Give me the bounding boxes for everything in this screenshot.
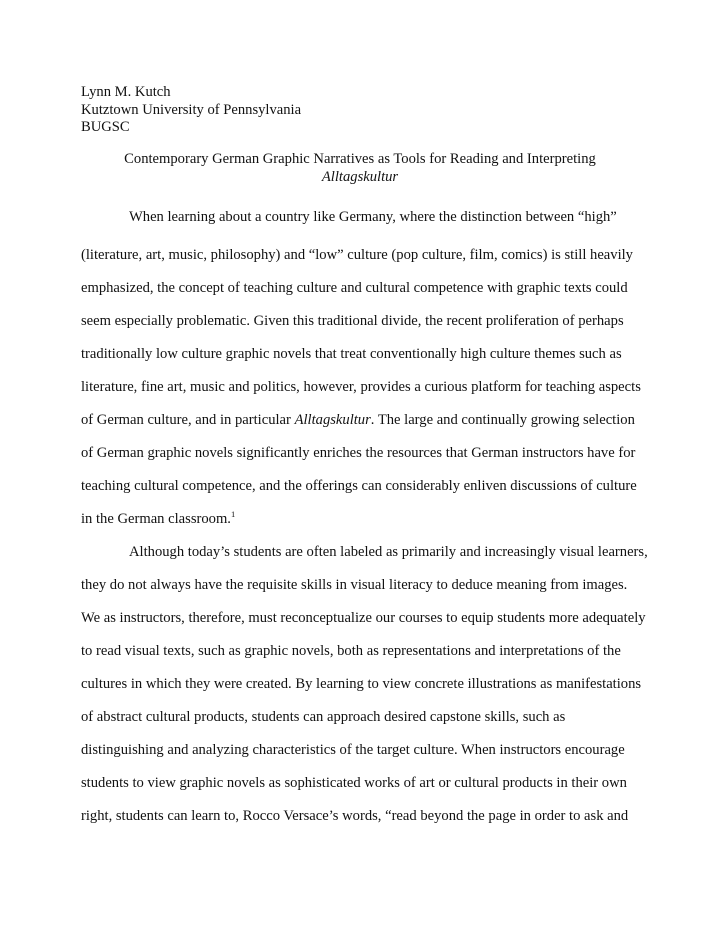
conference-name: BUGSC — [81, 119, 130, 135]
title-line-1: Contemporary German Graphic Narratives as Tools for Reading and Interpreting — [124, 151, 596, 167]
author-header — [81, 84, 301, 137]
paragraph-2-line-8: students to view graphic novels as sophisticated works of art or cultural products in their own — [81, 775, 627, 791]
line-7-text-before: of German culture, and in particular — [81, 412, 295, 428]
paragraph-1-line-6: literature, fine art, music and politics, however, provides a curious platform for teaching aspects — [81, 379, 641, 395]
paragraph-1-line-2: (literature, art, music, philosophy) and “low” culture (pop culture, film, comics) is still heavily — [81, 247, 633, 263]
paragraph-1-line-9: teaching cultural competence, and the offerings can considerably enliven discussions of culture — [81, 478, 637, 494]
paragraph-2-line-3: We as instructors, therefore, must reconceptualize our courses to equip students more adequately — [81, 610, 646, 626]
paragraph-1-line-7 — [81, 412, 635, 429]
paragraph-1-line-4: seem especially problematic. Given this traditional divide, the recent proliferation of perhaps — [81, 313, 624, 329]
paragraph-1-line-3: emphasized, the concept of teaching culture and cultural competence with graphic texts could — [81, 280, 628, 296]
paragraph-2-line-2: they do not always have the requisite skills in visual literacy to deduce meaning from images. — [81, 577, 628, 593]
paragraph-2-line-4: to read visual texts, such as graphic novels, both as representations and interpretations of the — [81, 643, 621, 659]
author-affiliation: Kutztown University of Pennsylvania — [81, 101, 302, 118]
line-10-text: in the German classroom. — [81, 511, 231, 527]
paragraph-1-line-5: traditionally low culture graphic novels that treat conventionally high culture themes such as — [81, 346, 622, 362]
alltagskultur-term: Alltagskultur — [294, 412, 371, 428]
paragraph-1-line-10 — [81, 511, 235, 528]
author-name: Lynn M. Kutch — [81, 84, 171, 100]
title-line-2: Alltagskultur — [321, 168, 399, 185]
paragraph-2-line-9: right, students can learn to, Rocco Versace’s words, “read beyond the page in order to ask and — [81, 808, 629, 824]
paragraph-1-line-8: of German graphic novels significantly enriches the resources that German instructors have for — [81, 445, 636, 461]
paragraph-2-line-1: Although today’s students are often labeled as primarily and increasingly visual learners, — [129, 544, 648, 560]
footnote-reference[interactable]: 1 — [230, 509, 236, 519]
line-7-text-after: . The large and continually growing selection — [370, 412, 635, 428]
paragraph-2-line-6: of abstract cultural products, students can approach desired capstone skills, such as — [81, 709, 566, 725]
paragraph-2-line-7: distinguishing and analyzing characteristics of the target culture. When instructors encourage — [81, 742, 625, 758]
paragraph-1-line-1: When learning about a country like Germany, where the distinction between “high” — [129, 209, 617, 225]
paragraph-2-line-5: cultures in which they were created. By learning to view concrete illustrations as manifestations — [81, 676, 642, 692]
paper-title — [60, 151, 660, 186]
